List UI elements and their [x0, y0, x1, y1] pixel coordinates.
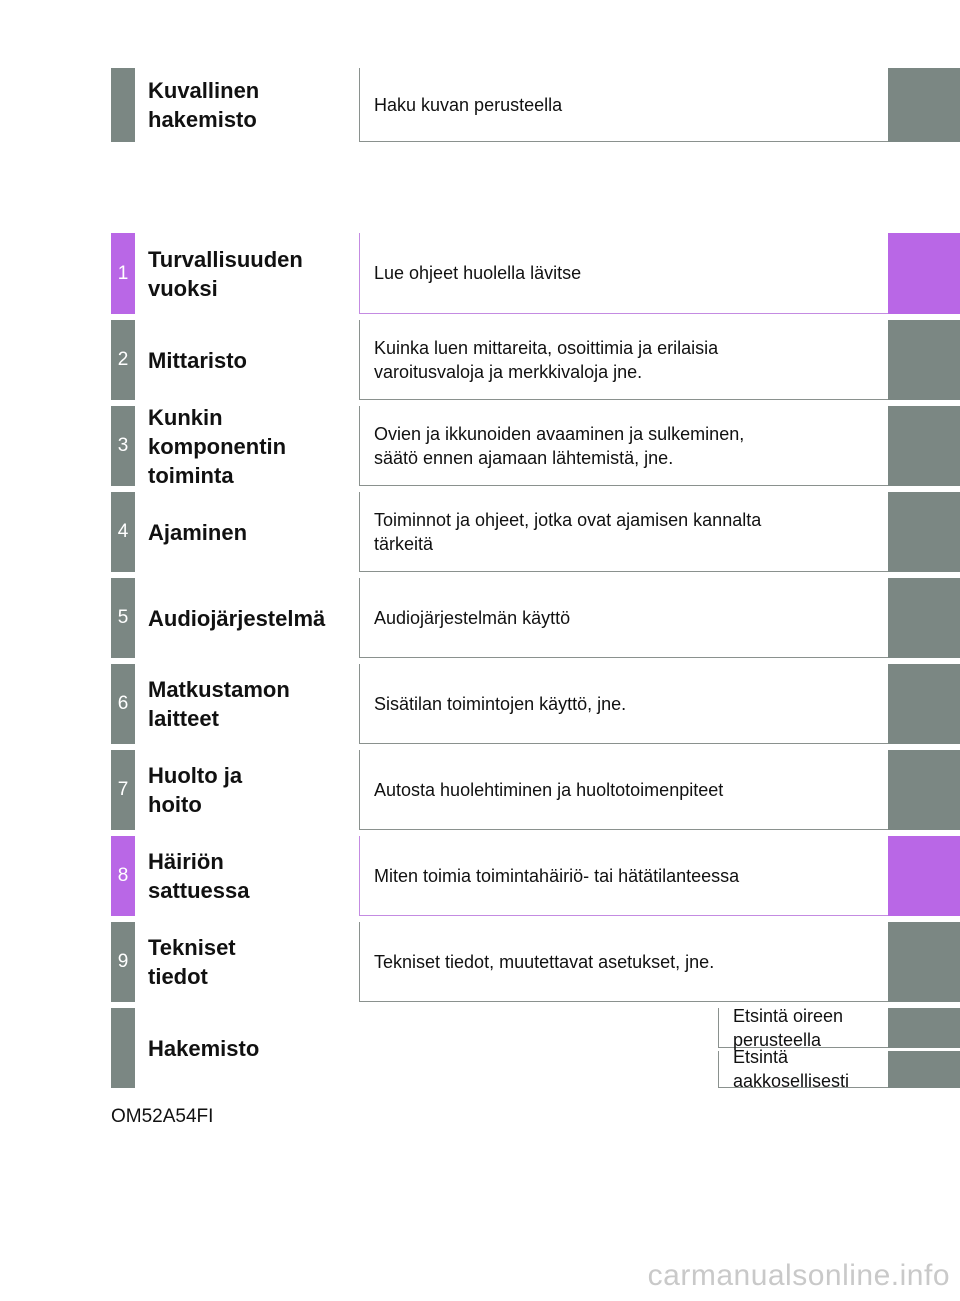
- section-title: Mittaristo: [148, 347, 247, 373]
- section-number: 1: [111, 233, 135, 314]
- section-desc: Autosta huolehtiminen ja huoltotoimenpiteet: [359, 750, 888, 830]
- section-row-9[interactable]: [0, 922, 960, 1002]
- section-row-7[interactable]: [0, 750, 960, 830]
- index-title: Hakemisto: [148, 1035, 260, 1061]
- section-title: Turvallisuuden vuoksi: [148, 246, 303, 301]
- thumb-tab[interactable]: [888, 233, 960, 314]
- section-title: Häiriön sattuessa: [148, 849, 250, 903]
- thumb-tab[interactable]: [888, 1008, 960, 1048]
- section-number: 5: [111, 578, 135, 658]
- section-row-2[interactable]: [0, 320, 960, 400]
- watermark-text: carmanualsonline.info: [647, 1259, 950, 1292]
- section-number: 7: [111, 750, 135, 830]
- index-item-alphabetical[interactable]: [359, 1047, 960, 1091]
- section-row-6[interactable]: [0, 664, 960, 744]
- section-desc: Tekniset tiedot, muutettavat asetukset, jne.: [359, 922, 888, 1002]
- section-number: 6: [111, 664, 135, 744]
- section-desc: Sisätilan toimintojen käyttö, jne.: [359, 664, 888, 744]
- thumb-tab[interactable]: [888, 1051, 960, 1088]
- section-number: 9: [111, 922, 135, 1002]
- thumb-tab[interactable]: [888, 922, 960, 1002]
- thumb-tab[interactable]: [888, 750, 960, 830]
- thumb-tab[interactable]: [888, 406, 960, 486]
- section-desc: Audiojärjestelmän käyttö: [359, 578, 888, 658]
- section-number: 3: [111, 406, 135, 486]
- index-item-symptom[interactable]: [359, 1005, 960, 1050]
- section-desc: Toiminnot ja ohjeet, jotka ovat ajamisen kannalta tärkeitä: [359, 492, 888, 572]
- section-number: 8: [111, 836, 135, 916]
- index-title: Kuvallinen hakemisto: [148, 78, 260, 132]
- section-desc: Lue ohjeet huolella lävitse: [359, 233, 888, 314]
- section-row-3[interactable]: [0, 406, 960, 486]
- section-desc: Kuinka luen mittareita, osoittimia ja erilaisia varoitusvaloja ja merkkivaloja jne.: [359, 320, 888, 400]
- thumb-tab[interactable]: [888, 836, 960, 916]
- thumb-tab[interactable]: [888, 320, 960, 400]
- section-row-5[interactable]: [0, 578, 960, 658]
- thumb-tab[interactable]: [888, 68, 960, 142]
- section-desc: Ovien ja ikkunoiden avaaminen ja sulkeminen, säätö ennen ajamaan lähtemistä, jne.: [359, 406, 888, 486]
- section-row-1[interactable]: [0, 233, 960, 314]
- document-code: OM52A54FI: [111, 1106, 214, 1127]
- thumb-tab[interactable]: [888, 578, 960, 658]
- index-desc: Haku kuvan perusteella: [359, 68, 888, 142]
- section-title: Kunkin komponentin toiminta: [148, 404, 287, 488]
- index-item-label: Etsintä aakkosellisesti: [718, 1051, 888, 1088]
- index-row-pictorial[interactable]: [0, 68, 960, 142]
- thumb-tab[interactable]: [888, 664, 960, 744]
- section-title: Matkustamon laitteet: [148, 677, 290, 731]
- thumb-tab[interactable]: [888, 492, 960, 572]
- tab-marker: [111, 1008, 135, 1088]
- section-number: 4: [111, 492, 135, 572]
- tab-marker: [111, 68, 135, 142]
- section-title: Tekniset tiedot: [148, 935, 236, 989]
- index-item-label: Etsintä oireen perusteella: [718, 1008, 888, 1048]
- section-title: Audiojärjestelmä: [148, 605, 326, 631]
- section-row-4[interactable]: [0, 492, 960, 572]
- section-desc: Miten toimia toimintahäiriö- tai hätätilanteessa: [359, 836, 888, 916]
- section-row-8[interactable]: [0, 836, 960, 916]
- section-number: 2: [111, 320, 135, 400]
- section-title: Ajaminen: [148, 519, 248, 545]
- index-row-final: [0, 1005, 960, 1091]
- section-title: Huolto ja hoito: [148, 763, 243, 817]
